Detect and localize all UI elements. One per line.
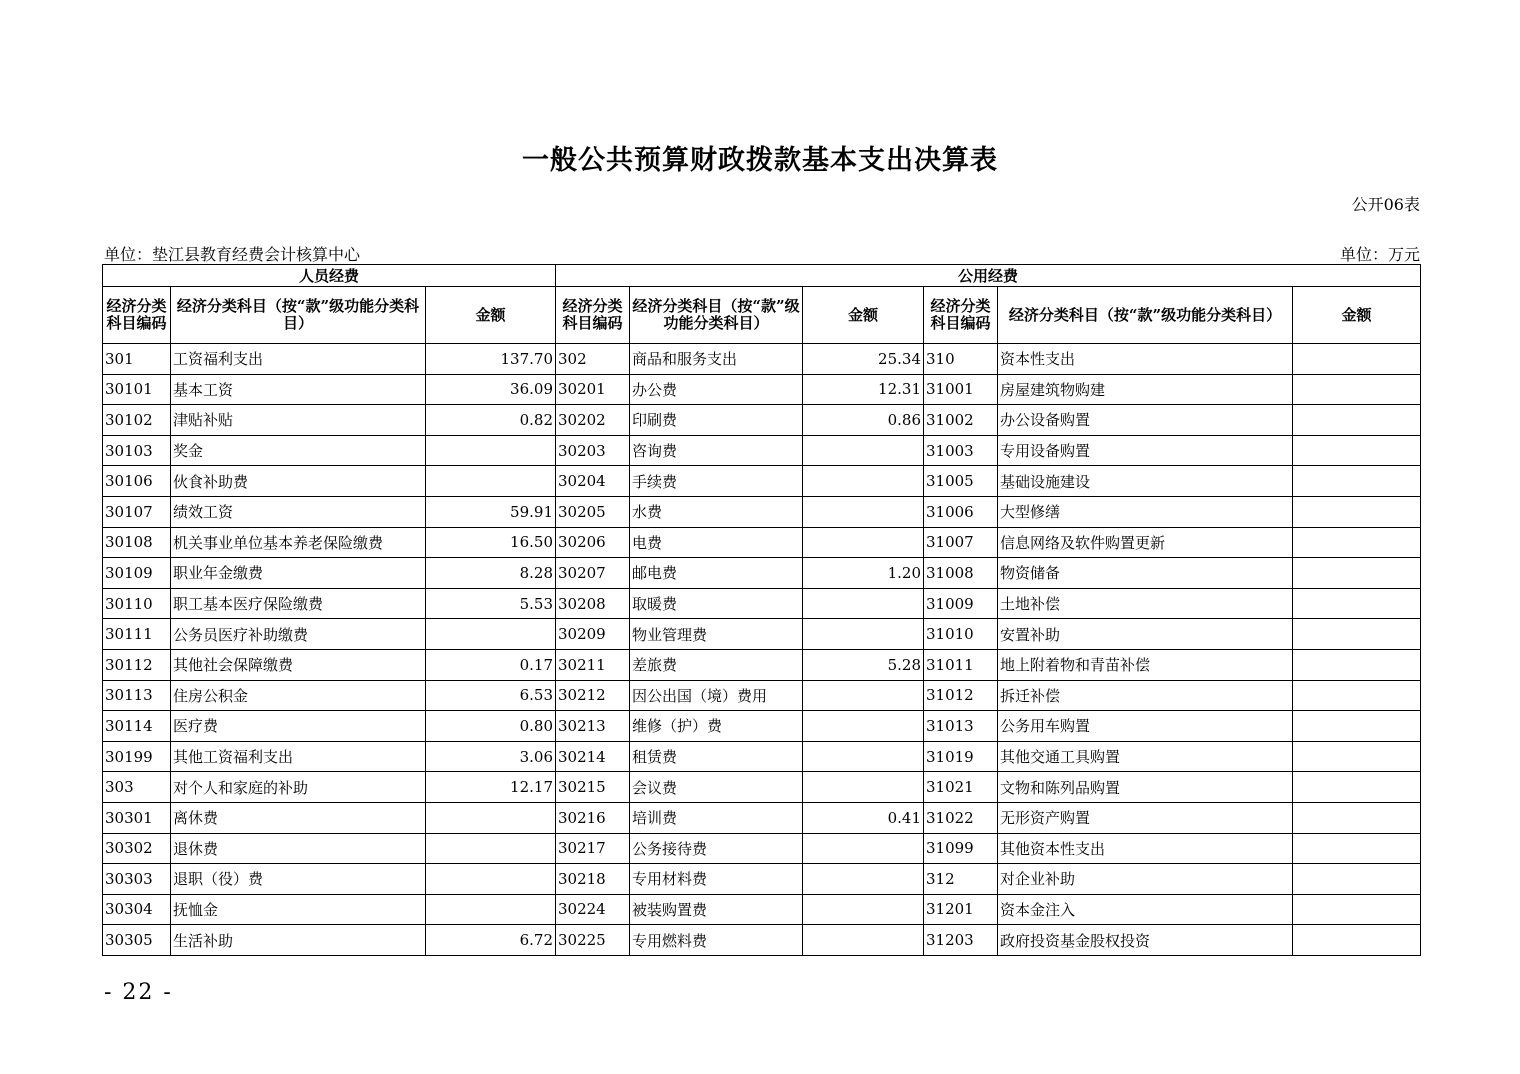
code-cell: 31099 <box>924 833 998 864</box>
subject-cell: 安置补助 <box>998 619 1293 650</box>
subject-cell: 差旅费 <box>630 649 803 680</box>
amount-cell: 12.17 <box>426 772 556 803</box>
subject-cell: 租赁费 <box>630 741 803 772</box>
table-row <box>103 680 1421 711</box>
code-cell: 30113 <box>103 680 171 711</box>
amount-cell <box>803 711 924 742</box>
amount-cell <box>426 802 556 833</box>
table-row <box>103 527 1421 558</box>
subject-cell: 基本工资 <box>171 374 426 405</box>
amount-cell <box>1293 374 1421 405</box>
amount-cell <box>1293 344 1421 375</box>
amount-cell <box>426 619 556 650</box>
amount-cell: 137.70 <box>426 344 556 375</box>
header-amount: 金额 <box>803 287 924 344</box>
subject-cell: 离休费 <box>171 802 426 833</box>
amount-cell <box>1293 833 1421 864</box>
subject-cell: 维修（护）费 <box>630 711 803 742</box>
code-cell: 31019 <box>924 741 998 772</box>
table-row <box>103 925 1421 956</box>
amount-cell <box>1293 649 1421 680</box>
code-cell: 31009 <box>924 588 998 619</box>
code-cell: 31203 <box>924 925 998 956</box>
code-cell: 30108 <box>103 527 171 558</box>
subject-cell: 商品和服务支出 <box>630 344 803 375</box>
code-cell: 30209 <box>556 619 630 650</box>
code-cell: 30112 <box>103 649 171 680</box>
code-cell: 31021 <box>924 772 998 803</box>
page-number: - 22 - <box>104 980 173 1005</box>
table-body <box>103 344 1421 956</box>
subject-cell: 因公出国（境）费用 <box>630 680 803 711</box>
subject-cell: 房屋建筑物购建 <box>998 374 1293 405</box>
code-cell: 30203 <box>556 435 630 466</box>
group-personnel: 人员经费 <box>103 265 556 287</box>
subject-cell: 其他资本性支出 <box>998 833 1293 864</box>
header-amount: 金额 <box>1293 287 1421 344</box>
amount-cell <box>1293 864 1421 895</box>
expenditure-table <box>102 264 1421 956</box>
code-cell: 302 <box>556 344 630 375</box>
amount-cell <box>803 527 924 558</box>
code-cell: 30102 <box>103 405 171 436</box>
code-cell: 31010 <box>924 619 998 650</box>
code-cell: 303 <box>103 772 171 803</box>
subject-cell: 生活补助 <box>171 925 426 956</box>
subject-cell: 伙食补助费 <box>171 466 426 497</box>
subject-cell: 退休费 <box>171 833 426 864</box>
subject-cell: 基础设施建设 <box>998 466 1293 497</box>
code-cell: 31002 <box>924 405 998 436</box>
subject-cell: 物资储备 <box>998 558 1293 589</box>
subject-cell: 无形资产购置 <box>998 802 1293 833</box>
code-cell: 31001 <box>924 374 998 405</box>
table-row <box>103 864 1421 895</box>
code-cell: 31007 <box>924 527 998 558</box>
amount-cell <box>803 772 924 803</box>
amount-cell <box>1293 894 1421 925</box>
unit-currency: 单位：万元 <box>1339 245 1420 264</box>
subject-cell: 退职（役）费 <box>171 864 426 895</box>
amount-cell <box>803 864 924 895</box>
amount-cell <box>1293 802 1421 833</box>
code-cell: 301 <box>103 344 171 375</box>
code-cell: 30111 <box>103 619 171 650</box>
subject-cell: 专用材料费 <box>630 864 803 895</box>
header-subject: 经济分类科目（按“款”级功能分类科目） <box>998 287 1293 344</box>
code-cell: 30302 <box>103 833 171 864</box>
form-number: 公开06表 <box>1351 195 1420 214</box>
subject-cell: 土地补偿 <box>998 588 1293 619</box>
amount-cell: 0.86 <box>803 405 924 436</box>
table-row <box>103 649 1421 680</box>
amount-cell <box>1293 680 1421 711</box>
subject-cell: 物业管理费 <box>630 619 803 650</box>
amount-cell <box>1293 435 1421 466</box>
code-cell: 30213 <box>556 711 630 742</box>
subject-cell: 政府投资基金股权投资 <box>998 925 1293 956</box>
subject-cell: 其他工资福利支出 <box>171 741 426 772</box>
table-row <box>103 374 1421 405</box>
amount-cell <box>426 894 556 925</box>
code-cell: 30211 <box>556 649 630 680</box>
code-cell: 30114 <box>103 711 171 742</box>
subject-cell: 办公设备购置 <box>998 405 1293 436</box>
subject-cell: 职工基本医疗保险缴费 <box>171 588 426 619</box>
subject-cell: 信息网络及软件购置更新 <box>998 527 1293 558</box>
code-cell: 30212 <box>556 680 630 711</box>
code-cell: 30303 <box>103 864 171 895</box>
code-cell: 30216 <box>556 802 630 833</box>
subject-cell: 手续费 <box>630 466 803 497</box>
code-cell: 310 <box>924 344 998 375</box>
subject-cell: 其他交通工具购置 <box>998 741 1293 772</box>
amount-cell: 25.34 <box>803 344 924 375</box>
amount-cell: 1.20 <box>803 558 924 589</box>
subject-cell: 资本金注入 <box>998 894 1293 925</box>
amount-cell <box>803 741 924 772</box>
amount-cell: 8.28 <box>426 558 556 589</box>
amount-cell <box>803 588 924 619</box>
amount-cell: 0.82 <box>426 405 556 436</box>
amount-cell <box>803 496 924 527</box>
unit-organization: 单位：垫江县教育经费会计核算中心 <box>104 245 361 264</box>
code-cell: 30301 <box>103 802 171 833</box>
code-cell: 30218 <box>556 864 630 895</box>
code-cell: 30225 <box>556 925 630 956</box>
subject-cell: 抚恤金 <box>171 894 426 925</box>
subject-cell: 办公费 <box>630 374 803 405</box>
code-cell: 30224 <box>556 894 630 925</box>
table-row <box>103 772 1421 803</box>
subject-cell: 邮电费 <box>630 558 803 589</box>
subject-cell: 奖金 <box>171 435 426 466</box>
code-cell: 30101 <box>103 374 171 405</box>
code-cell: 30199 <box>103 741 171 772</box>
subject-cell: 专用设备购置 <box>998 435 1293 466</box>
subject-cell: 对个人和家庭的补助 <box>171 772 426 803</box>
subject-cell: 咨询费 <box>630 435 803 466</box>
code-cell: 30217 <box>556 833 630 864</box>
code-cell: 30204 <box>556 466 630 497</box>
code-cell: 30207 <box>556 558 630 589</box>
amount-cell <box>1293 772 1421 803</box>
amount-cell: 59.91 <box>426 496 556 527</box>
code-cell: 30106 <box>103 466 171 497</box>
code-cell: 31013 <box>924 711 998 742</box>
amount-cell <box>803 894 924 925</box>
code-cell: 30107 <box>103 496 171 527</box>
amount-cell <box>803 925 924 956</box>
subject-cell: 资本性支出 <box>998 344 1293 375</box>
table-row <box>103 435 1421 466</box>
subject-cell: 会议费 <box>630 772 803 803</box>
amount-cell <box>426 833 556 864</box>
code-cell: 30206 <box>556 527 630 558</box>
amount-cell <box>426 435 556 466</box>
subject-cell: 取暖费 <box>630 588 803 619</box>
amount-cell <box>1293 466 1421 497</box>
amount-cell <box>1293 588 1421 619</box>
amount-cell: 0.41 <box>803 802 924 833</box>
code-cell: 31003 <box>924 435 998 466</box>
amount-cell: 0.17 <box>426 649 556 680</box>
amount-cell <box>803 680 924 711</box>
table-row <box>103 588 1421 619</box>
subject-cell: 大型修缮 <box>998 496 1293 527</box>
code-cell: 30103 <box>103 435 171 466</box>
amount-cell: 0.80 <box>426 711 556 742</box>
subject-cell: 机关事业单位基本养老保险缴费 <box>171 527 426 558</box>
subject-cell: 公务员医疗补助缴费 <box>171 619 426 650</box>
amount-cell: 6.72 <box>426 925 556 956</box>
subject-cell: 公务用车购置 <box>998 711 1293 742</box>
subject-cell: 拆迁补偿 <box>998 680 1293 711</box>
amount-cell <box>803 833 924 864</box>
subject-cell: 绩效工资 <box>171 496 426 527</box>
code-cell: 30109 <box>103 558 171 589</box>
amount-cell: 36.09 <box>426 374 556 405</box>
subject-cell: 专用燃料费 <box>630 925 803 956</box>
table-row <box>103 802 1421 833</box>
amount-cell <box>1293 527 1421 558</box>
code-cell: 31011 <box>924 649 998 680</box>
code-cell: 31012 <box>924 680 998 711</box>
subject-cell: 住房公积金 <box>171 680 426 711</box>
subject-cell: 文物和陈列品购置 <box>998 772 1293 803</box>
code-cell: 30215 <box>556 772 630 803</box>
amount-cell <box>1293 496 1421 527</box>
table-row <box>103 344 1421 375</box>
code-cell: 30214 <box>556 741 630 772</box>
subject-cell: 被装购置费 <box>630 894 803 925</box>
code-cell: 30202 <box>556 405 630 436</box>
code-cell: 30208 <box>556 588 630 619</box>
page-title: 一般公共预算财政拨款基本支出决算表 <box>522 145 998 176</box>
group-public: 公用经费 <box>556 265 1421 287</box>
amount-cell <box>1293 558 1421 589</box>
table-row <box>103 741 1421 772</box>
header-amount: 金额 <box>426 287 556 344</box>
table-row <box>103 894 1421 925</box>
subject-cell: 电费 <box>630 527 803 558</box>
subject-cell: 工资福利支出 <box>171 344 426 375</box>
table-row <box>103 558 1421 589</box>
header-code: 经济分类科目编码 <box>924 287 998 344</box>
header-code: 经济分类科目编码 <box>103 287 171 344</box>
code-cell: 31006 <box>924 496 998 527</box>
subject-cell: 公务接待费 <box>630 833 803 864</box>
code-cell: 31005 <box>924 466 998 497</box>
subject-cell: 职业年金缴费 <box>171 558 426 589</box>
code-cell: 30304 <box>103 894 171 925</box>
amount-cell <box>1293 619 1421 650</box>
code-cell: 30201 <box>556 374 630 405</box>
subject-cell: 医疗费 <box>171 711 426 742</box>
code-cell: 312 <box>924 864 998 895</box>
amount-cell <box>426 864 556 895</box>
code-cell: 31022 <box>924 802 998 833</box>
subject-cell: 地上附着物和青苗补偿 <box>998 649 1293 680</box>
amount-cell: 12.31 <box>803 374 924 405</box>
amount-cell <box>803 619 924 650</box>
code-cell: 30110 <box>103 588 171 619</box>
amount-cell: 5.53 <box>426 588 556 619</box>
subject-cell: 水费 <box>630 496 803 527</box>
table-row <box>103 711 1421 742</box>
table-row <box>103 619 1421 650</box>
amount-cell <box>803 466 924 497</box>
subject-cell: 培训费 <box>630 802 803 833</box>
amount-cell: 3.06 <box>426 741 556 772</box>
table-row <box>103 496 1421 527</box>
header-code: 经济分类科目编码 <box>556 287 630 344</box>
amount-cell <box>1293 741 1421 772</box>
amount-cell: 6.53 <box>426 680 556 711</box>
table-row <box>103 405 1421 436</box>
header-subject: 经济分类科目（按“款”级功能分类科目） <box>630 287 803 344</box>
amount-cell: 5.28 <box>803 649 924 680</box>
code-cell: 31201 <box>924 894 998 925</box>
amount-cell <box>803 435 924 466</box>
amount-cell: 16.50 <box>426 527 556 558</box>
header-subject: 经济分类科目（按“款”级功能分类科目） <box>171 287 426 344</box>
subject-cell: 印刷费 <box>630 405 803 436</box>
amount-cell <box>1293 405 1421 436</box>
code-cell: 30205 <box>556 496 630 527</box>
amount-cell <box>1293 925 1421 956</box>
table-row <box>103 466 1421 497</box>
subject-cell: 津贴补贴 <box>171 405 426 436</box>
amount-cell <box>426 466 556 497</box>
code-cell: 31008 <box>924 558 998 589</box>
subject-cell: 其他社会保障缴费 <box>171 649 426 680</box>
table-row <box>103 833 1421 864</box>
amount-cell <box>1293 711 1421 742</box>
code-cell: 30305 <box>103 925 171 956</box>
subject-cell: 对企业补助 <box>998 864 1293 895</box>
